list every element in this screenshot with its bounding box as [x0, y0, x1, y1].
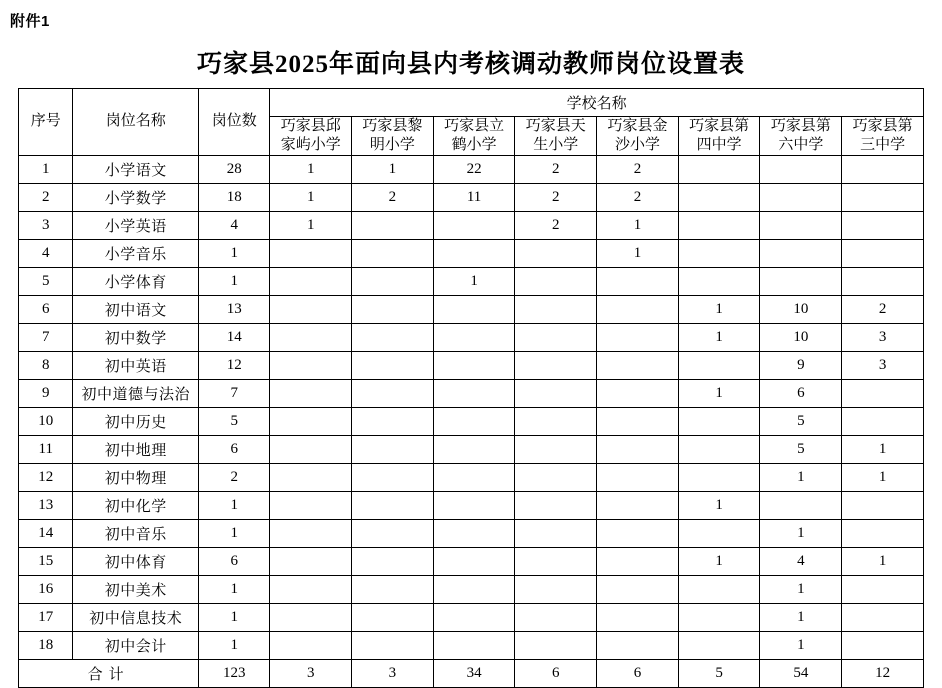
- cell-school-3: [515, 351, 597, 379]
- header-school-0-line2: 家屿小学: [280, 136, 341, 153]
- table-row: [19, 267, 924, 295]
- header-school-6-line1: 巧家县第: [770, 118, 831, 134]
- cell-school-3: [515, 575, 597, 603]
- cell-post: 初中物理: [73, 463, 199, 491]
- cell-school-1: [352, 547, 434, 575]
- header-school-6-line2: 六中学: [778, 136, 824, 153]
- cell-school-6: 4: [760, 547, 842, 575]
- cell-seq: 8: [19, 351, 73, 379]
- table-row: [19, 407, 924, 435]
- header-school-3-line1: 巧家县天: [525, 118, 586, 134]
- cell-count: 6: [199, 547, 270, 575]
- cell-school-2: [433, 295, 515, 323]
- header-post-count: 岗位数: [199, 89, 270, 156]
- header-school-1-line1: 巧家县黎: [362, 118, 423, 134]
- header-school-0-line1: 巧家县邱: [280, 118, 341, 134]
- table-header: [19, 89, 924, 156]
- table-container: [18, 88, 924, 688]
- cell-school-5: [678, 211, 760, 239]
- cell-school-6: 6: [760, 379, 842, 407]
- cell-school-6: 1: [760, 631, 842, 659]
- cell-school-3: [515, 631, 597, 659]
- total-school-2: 34: [433, 659, 515, 687]
- cell-school-6: [760, 267, 842, 295]
- cell-count: 1: [199, 603, 270, 631]
- cell-school-1: [352, 211, 434, 239]
- cell-school-5: [678, 435, 760, 463]
- cell-school-2: [433, 519, 515, 547]
- cell-seq: 16: [19, 575, 73, 603]
- cell-school-7: 1: [842, 435, 924, 463]
- cell-school-2: [433, 491, 515, 519]
- header-school-4-line1: 巧家县金: [607, 118, 668, 134]
- cell-school-4: [597, 603, 679, 631]
- cell-school-4: [597, 435, 679, 463]
- table-row: [19, 239, 924, 267]
- cell-school-1: [352, 519, 434, 547]
- cell-school-5: [678, 603, 760, 631]
- cell-school-5: 1: [678, 379, 760, 407]
- cell-school-0: [270, 463, 352, 491]
- table-row: [19, 575, 924, 603]
- cell-school-3: [515, 491, 597, 519]
- cell-school-2: [433, 351, 515, 379]
- cell-post: 初中音乐: [73, 519, 199, 547]
- cell-school-5: [678, 575, 760, 603]
- total-school-1: 3: [352, 659, 434, 687]
- cell-count: 6: [199, 435, 270, 463]
- table-row: [19, 351, 924, 379]
- header-school-7: [842, 117, 924, 156]
- cell-school-1: [352, 407, 434, 435]
- table-row: [19, 379, 924, 407]
- cell-school-0: [270, 379, 352, 407]
- header-school-1: [352, 117, 434, 156]
- cell-school-6: 1: [760, 463, 842, 491]
- cell-school-4: [597, 547, 679, 575]
- cell-school-3: [515, 547, 597, 575]
- cell-school-4: [597, 323, 679, 351]
- cell-school-4: [597, 491, 679, 519]
- cell-school-0: [270, 547, 352, 575]
- total-school-3: 6: [515, 659, 597, 687]
- cell-seq: 11: [19, 435, 73, 463]
- header-school-5-line1: 巧家县第: [689, 118, 750, 134]
- cell-school-6: 1: [760, 603, 842, 631]
- cell-school-0: [270, 407, 352, 435]
- header-school-7-line2: 三中学: [860, 136, 906, 153]
- total-label: 合计: [19, 659, 199, 687]
- table-row: [19, 211, 924, 239]
- total-count: 123: [199, 659, 270, 687]
- cell-school-0: [270, 603, 352, 631]
- header-row-group: [19, 89, 924, 117]
- cell-school-6: 5: [760, 407, 842, 435]
- cell-post: 初中历史: [73, 407, 199, 435]
- cell-school-1: [352, 379, 434, 407]
- header-school-1-line2: 明小学: [369, 136, 415, 153]
- cell-school-1: 1: [352, 155, 434, 183]
- cell-count: 14: [199, 323, 270, 351]
- cell-school-0: [270, 519, 352, 547]
- cell-school-3: [515, 323, 597, 351]
- cell-school-4: [597, 631, 679, 659]
- cell-school-0: [270, 351, 352, 379]
- cell-school-2: [433, 435, 515, 463]
- cell-school-7: 2: [842, 295, 924, 323]
- cell-school-6: [760, 155, 842, 183]
- cell-school-2: [433, 211, 515, 239]
- cell-school-6: 5: [760, 435, 842, 463]
- cell-school-4: 2: [597, 183, 679, 211]
- cell-school-1: [352, 463, 434, 491]
- cell-school-2: 11: [433, 183, 515, 211]
- cell-school-1: [352, 603, 434, 631]
- cell-school-7: 1: [842, 463, 924, 491]
- cell-school-1: [352, 631, 434, 659]
- cell-school-3: [515, 407, 597, 435]
- cell-school-3: [515, 435, 597, 463]
- cell-school-1: [352, 267, 434, 295]
- cell-school-7: [842, 211, 924, 239]
- cell-school-6: 10: [760, 295, 842, 323]
- table-row: [19, 435, 924, 463]
- table-row: [19, 519, 924, 547]
- attachment-label: 附件1: [10, 13, 50, 30]
- cell-school-1: [352, 323, 434, 351]
- cell-school-0: [270, 323, 352, 351]
- cell-school-5: [678, 631, 760, 659]
- table-row: [19, 183, 924, 211]
- cell-seq: 13: [19, 491, 73, 519]
- cell-school-7: [842, 491, 924, 519]
- cell-school-4: 2: [597, 155, 679, 183]
- cell-count: 12: [199, 351, 270, 379]
- header-school-3: [515, 117, 597, 156]
- cell-school-4: [597, 519, 679, 547]
- cell-school-5: [678, 351, 760, 379]
- cell-school-3: [515, 463, 597, 491]
- cell-post: 小学语文: [73, 155, 199, 183]
- cell-school-0: [270, 295, 352, 323]
- cell-school-2: [433, 575, 515, 603]
- cell-school-5: [678, 267, 760, 295]
- cell-school-5: [678, 407, 760, 435]
- table-total-row: [19, 659, 924, 687]
- page-title: 巧家县2025年面向县内考核调动教师岗位设置表: [196, 51, 745, 78]
- cell-school-1: [352, 435, 434, 463]
- cell-school-6: [760, 211, 842, 239]
- table-row: [19, 323, 924, 351]
- cell-count: 28: [199, 155, 270, 183]
- total-school-0: 3: [270, 659, 352, 687]
- header-school-5: [678, 117, 760, 156]
- cell-seq: 6: [19, 295, 73, 323]
- table-row: [19, 603, 924, 631]
- cell-seq: 1: [19, 155, 73, 183]
- cell-school-0: [270, 435, 352, 463]
- cell-school-6: 1: [760, 575, 842, 603]
- cell-count: 1: [199, 267, 270, 295]
- cell-school-4: [597, 379, 679, 407]
- cell-school-7: [842, 155, 924, 183]
- cell-school-3: 2: [515, 211, 597, 239]
- cell-school-7: [842, 603, 924, 631]
- cell-school-4: [597, 575, 679, 603]
- cell-school-0: [270, 631, 352, 659]
- total-school-7: 12: [842, 659, 924, 687]
- cell-school-4: [597, 351, 679, 379]
- cell-seq: 5: [19, 267, 73, 295]
- header-school-group: 学校名称: [270, 89, 924, 117]
- cell-school-2: 1: [433, 267, 515, 295]
- header-school-2-line2: 鹤小学: [451, 136, 497, 153]
- cell-seq: 10: [19, 407, 73, 435]
- cell-post: 初中信息技术: [73, 603, 199, 631]
- cell-school-4: [597, 295, 679, 323]
- cell-count: 1: [199, 491, 270, 519]
- header-school-2: [433, 117, 515, 156]
- cell-post: 初中化学: [73, 491, 199, 519]
- cell-school-4: [597, 267, 679, 295]
- cell-school-2: [433, 407, 515, 435]
- cell-school-2: 22: [433, 155, 515, 183]
- cell-school-1: [352, 295, 434, 323]
- cell-count: 1: [199, 575, 270, 603]
- cell-school-2: [433, 463, 515, 491]
- cell-seq: 17: [19, 603, 73, 631]
- total-school-6: 54: [760, 659, 842, 687]
- table-row: [19, 463, 924, 491]
- table-row: [19, 491, 924, 519]
- table-row: [19, 631, 924, 659]
- cell-count: 2: [199, 463, 270, 491]
- cell-school-3: [515, 295, 597, 323]
- cell-seq: 14: [19, 519, 73, 547]
- cell-school-2: [433, 239, 515, 267]
- cell-school-6: [760, 183, 842, 211]
- cell-school-5: 1: [678, 323, 760, 351]
- cell-school-5: 1: [678, 295, 760, 323]
- cell-school-2: [433, 603, 515, 631]
- total-school-5: 5: [678, 659, 760, 687]
- cell-school-5: [678, 239, 760, 267]
- header-school-3-line2: 生小学: [533, 136, 579, 153]
- cell-seq: 2: [19, 183, 73, 211]
- table-row: [19, 547, 924, 575]
- cell-school-7: [842, 379, 924, 407]
- cell-school-7: [842, 519, 924, 547]
- cell-school-4: 1: [597, 239, 679, 267]
- cell-school-7: [842, 407, 924, 435]
- cell-school-7: 3: [842, 351, 924, 379]
- cell-school-2: [433, 379, 515, 407]
- total-school-4: 6: [597, 659, 679, 687]
- cell-school-5: [678, 463, 760, 491]
- cell-school-5: [678, 183, 760, 211]
- cell-school-6: [760, 239, 842, 267]
- cell-school-3: [515, 519, 597, 547]
- cell-school-7: 1: [842, 547, 924, 575]
- cell-school-3: 2: [515, 183, 597, 211]
- header-school-6: [760, 117, 842, 156]
- cell-school-0: [270, 239, 352, 267]
- cell-post: 小学音乐: [73, 239, 199, 267]
- cell-school-1: [352, 239, 434, 267]
- cell-school-2: [433, 631, 515, 659]
- header-seq: 序号: [19, 89, 73, 156]
- cell-school-6: 10: [760, 323, 842, 351]
- cell-post: 初中会计: [73, 631, 199, 659]
- cell-school-3: [515, 603, 597, 631]
- header-school-0: [270, 117, 352, 156]
- cell-school-2: [433, 323, 515, 351]
- cell-school-3: [515, 239, 597, 267]
- cell-post: 初中体育: [73, 547, 199, 575]
- cell-school-0: 1: [270, 183, 352, 211]
- cell-school-1: [352, 575, 434, 603]
- cell-school-6: [760, 491, 842, 519]
- cell-post: 初中数学: [73, 323, 199, 351]
- cell-post: 初中语文: [73, 295, 199, 323]
- cell-school-5: [678, 519, 760, 547]
- header-school-7-line1: 巧家县第: [852, 118, 913, 134]
- cell-post: 初中地理: [73, 435, 199, 463]
- cell-post: 初中英语: [73, 351, 199, 379]
- cell-count: 1: [199, 519, 270, 547]
- cell-school-5: 1: [678, 547, 760, 575]
- cell-post: 初中美术: [73, 575, 199, 603]
- cell-count: 1: [199, 631, 270, 659]
- cell-post: 小学体育: [73, 267, 199, 295]
- cell-seq: 7: [19, 323, 73, 351]
- cell-school-0: [270, 575, 352, 603]
- cell-post: 初中道德与法治: [73, 379, 199, 407]
- cell-count: 1: [199, 239, 270, 267]
- cell-school-7: [842, 239, 924, 267]
- header-school-4: [597, 117, 679, 156]
- cell-school-0: 1: [270, 155, 352, 183]
- header-school-2-line1: 巧家县立: [444, 118, 505, 134]
- cell-school-3: [515, 267, 597, 295]
- cell-school-7: 3: [842, 323, 924, 351]
- cell-seq: 15: [19, 547, 73, 575]
- table-row: [19, 155, 924, 183]
- cell-school-3: [515, 379, 597, 407]
- cell-school-5: 1: [678, 491, 760, 519]
- cell-school-4: [597, 463, 679, 491]
- cell-school-0: [270, 491, 352, 519]
- cell-school-3: 2: [515, 155, 597, 183]
- table-row: [19, 295, 924, 323]
- cell-count: 7: [199, 379, 270, 407]
- cell-seq: 18: [19, 631, 73, 659]
- cell-school-1: 2: [352, 183, 434, 211]
- cell-school-4: [597, 407, 679, 435]
- cell-school-2: [433, 547, 515, 575]
- header-school-4-line2: 沙小学: [614, 136, 660, 153]
- cell-school-1: [352, 491, 434, 519]
- header-post-name: 岗位名称: [73, 89, 199, 156]
- cell-school-6: 1: [760, 519, 842, 547]
- cell-school-7: [842, 183, 924, 211]
- header-school-5-line2: 四中学: [696, 136, 742, 153]
- cell-seq: 3: [19, 211, 73, 239]
- cell-school-4: 1: [597, 211, 679, 239]
- cell-school-1: [352, 351, 434, 379]
- cell-school-0: [270, 267, 352, 295]
- cell-count: 13: [199, 295, 270, 323]
- cell-school-7: [842, 575, 924, 603]
- cell-school-6: 9: [760, 351, 842, 379]
- cell-count: 18: [199, 183, 270, 211]
- cell-count: 4: [199, 211, 270, 239]
- cell-post: 小学英语: [73, 211, 199, 239]
- cell-school-7: [842, 267, 924, 295]
- cell-count: 5: [199, 407, 270, 435]
- cell-seq: 12: [19, 463, 73, 491]
- position-setup-table: [18, 88, 924, 688]
- cell-seq: 9: [19, 379, 73, 407]
- table-body: [19, 155, 924, 687]
- cell-school-0: 1: [270, 211, 352, 239]
- cell-school-5: [678, 155, 760, 183]
- cell-school-7: [842, 631, 924, 659]
- cell-seq: 4: [19, 239, 73, 267]
- cell-post: 小学数学: [73, 183, 199, 211]
